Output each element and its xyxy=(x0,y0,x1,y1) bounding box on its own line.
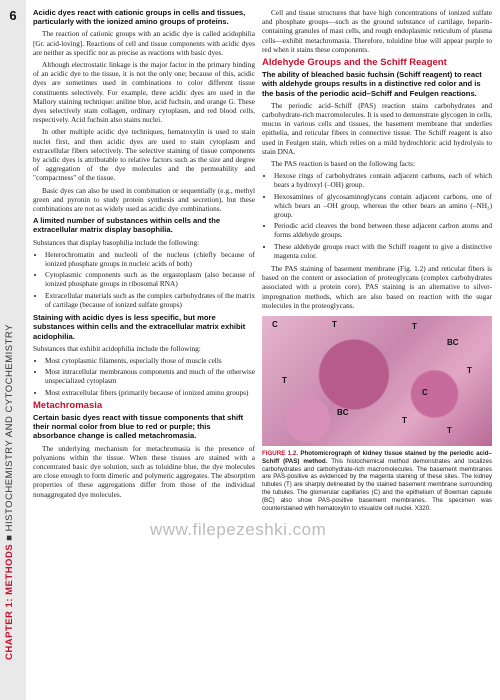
sidebar-subject: HISTOCHEMISTRY AND CYTOCHEMISTRY xyxy=(4,324,15,532)
figure-label: BC xyxy=(337,408,349,418)
figure-label: T xyxy=(447,426,452,436)
heading-acidic-dyes: Acidic dyes react with cationic groups in cells and tissues, particularly with the ionized amino groups of proteins. xyxy=(33,8,246,27)
page-number: 6 xyxy=(9,8,17,23)
paragraph-acidophilia: The reaction of cationic groups with an acidic dye is called acidophilia [Gr. acid-loving]. Reactions of cell and tissue components with acidic dyes are neither as specific nor as precise as reactions with basic dyes. xyxy=(33,29,255,57)
paragraph-basement-membrane: The PAS staining of basement membrane (Fig. 1.2) and reticular fibers is based on the content or association of proteoglycans (complex carbohydrates associated with a protein core). PAS staining is an alternative to silver-impregnation methods, which are also based on reaction with the sugar molecules in the proteoglycans. xyxy=(262,264,492,310)
acidophilia-list xyxy=(33,356,255,397)
pas-facts-list xyxy=(262,171,492,260)
caption-text: This histochemical method demonstrates and localizes carbohydrates and carbohydrate-rich macromolecules. The basement membranes are PAS-positive as evidenced by the magenta staining of these sites. The kidney tubules (T) are sharply delineated by the stained basement membrane surrounding the tubules. The glomerular capillaries (C) and the epithelium of Bowman capsule (BC) also show PAS-positive basement membranes. The specimen was counterstained with hematoxylin to visualize cell nuclei. X320. xyxy=(262,457,492,512)
watermark: www.filepezeshki.com xyxy=(150,520,327,539)
heading-basophilia: A limited number of substances within cells and the extracellular matrix display basophilia. xyxy=(33,216,221,235)
paragraph-pas-facts: The PAS reaction is based on the following facts: xyxy=(271,159,416,169)
paragraph-sulfate-groups: Cell and tissue structures that have high concentrations of ionized sulfate and phosphate groups—such as the ground substance of cartilage, heparin-containing granules of mast cells, and rough endoplasmic reticulum of plasma cells—exhibit metachromasia. Therefore, toluidine blue will appear purple to red when it stains these components. xyxy=(262,8,492,54)
list-item: • Most cytoplasmic filaments, especially those of muscle cells xyxy=(45,356,255,365)
heading-metachromasia: Certain basic dyes react with tissue components that shift their normal color from blue to red or purple; this absorbance change is called metachromasia. xyxy=(33,412,244,441)
sidebar-chapter: CHAPTER 1: METHODS xyxy=(4,543,15,660)
paragraph-pas: The periodic acid–Schiff (PAS) reaction stains carbohydrates and carbohydrate-rich macromolecules. It is used to demonstrate glycogen in cells, mucus in various cells and tissues, the basement membrane that underlies epithelia, and reticular fibers in connective tissue. The Schiff reagent is also used in Feulgen stain, which relies on a mild hydrochloric acid hydrolysis to stain DNA. xyxy=(262,100,492,156)
list-item: • Periodic acid cleaves the bond between these adjacent carbon atoms and forms aldehyde groups. xyxy=(274,221,492,239)
kidney-photomicrograph xyxy=(262,316,492,446)
list-item: • Cytoplasmic components such as the ergastoplasm (also because of ionized phosphate groups in ribosomal RNA) xyxy=(45,270,255,288)
chapter-sidebar-text xyxy=(4,324,15,660)
caption-bold: Photomicrograph of kidney tissue stained by the periodic acid–Schiff (PAS) method. xyxy=(262,450,492,465)
list-item: • Extracellular materials such as the complex carbohydrates of the matrix of cartilage (because of ionized sulfate groups) xyxy=(45,291,255,309)
paragraph-basophilia-intro: Substances that display basophilia include the following: xyxy=(33,237,200,247)
section-aldehyde: Aldehyde Groups and the Schiff Reagent xyxy=(262,57,447,69)
paragraph-multiple-dyes: In other multiple acidic dye techniques, hematoxylin is used to stain nuclei first, and then acidic dyes are used to stain cytoplasm and extracellular fibers selectively. The selective staining of tissue components by acidic dyes is attributable to relative factors such as the size and degree of aggregation of the dye molecules and the permeability and "compactness" of the tissue. xyxy=(33,127,255,183)
figure-label: T xyxy=(402,416,407,426)
basophilia-list xyxy=(33,250,255,309)
paragraph-electrostatic: Although electrostatic linkage is the major factor in the primary binding of an acidic dye to the tissue, it is not the only one; because of this, acidic dyes are sometimes used in combinations to color different tissue constituents selectively. For example, three acidic dyes are used in the Mallory staining technique: aniline blue, acid fuchsin, and orange G. These dyes selectively stain collagen, ordinary cytoplasm, and red blood cells, respectively. Acid fuchsin also stains nuclei. xyxy=(33,60,255,125)
right-column xyxy=(262,8,492,512)
figure-label: T xyxy=(467,366,472,376)
paragraph-acidophilia-intro: Substances that exhibit acidophilia include the following: xyxy=(33,343,201,353)
paragraph-basic-dyes: Basic dyes can also be used in combination or sequentially (e.g., methyl green and pyronin to study protein synthesis and secretion), but these combinations are not as widely used as acidic dye combinations. xyxy=(33,185,255,214)
figure-label: T xyxy=(412,322,417,332)
list-item: • Hexose rings of carbohydrates contain adjacent carbons, each of which bears a hydroxyl (–OH) group. xyxy=(274,171,492,189)
figure-label: T xyxy=(282,376,287,386)
figure-label: C xyxy=(272,320,278,330)
figure-caption xyxy=(262,450,492,512)
caption-title: FIGURE 1.2. xyxy=(262,450,299,458)
heading-acidophilia: Staining with acidic dyes is less specific, but more substances within cells and the extracellular matrix exhibit acidophilia. xyxy=(33,313,246,341)
figure-label: T xyxy=(332,320,337,330)
list-item: • Heterochromatin and nucleoli of the nucleus (chiefly because of ionized phosphate groups in nucleic acids of both) xyxy=(45,250,255,268)
heading-schiff: The ability of bleached basic fuchsin (Schiff reagent) to react with aldehyde groups results in a distinctive red color and is the basis of the periodic acid–Schiff and Feulgen reactions. xyxy=(262,70,482,98)
paragraph-polyanions: The underlying mechanism for metachromasia is the presence of polyanions within the tissue. When these tissues are stained with a concentrated basic dye solution, such as toluidine blue, the dye molecules are close enough to form dimeric and polymeric aggregates. The absorption properties of these aggregations differ from those of the individual nonaggregated dye molecules. xyxy=(33,443,255,499)
list-item: • Hexosamines of glycosaminoglycans contain adjacent carbons, one of which bears an –OH group, whereas the other bears an amino (–NH₂) group. xyxy=(274,192,492,220)
sidebar-separator: ■ xyxy=(4,531,15,544)
list-item: • These aldehyde groups react with the Schiff reagent to give a distinctive magenta color. xyxy=(274,242,492,260)
figure-label: BC xyxy=(447,338,459,348)
left-column xyxy=(33,8,255,502)
list-item: • Most extracellular fibers (primarily because of ionized amino groups) xyxy=(45,388,255,397)
section-metachromasia: Metachromasia xyxy=(33,399,103,411)
figure-label: C xyxy=(422,388,428,398)
list-item: • Most intracellular membranous components and much of the otherwise unspecialized cytoplasm xyxy=(45,367,255,385)
